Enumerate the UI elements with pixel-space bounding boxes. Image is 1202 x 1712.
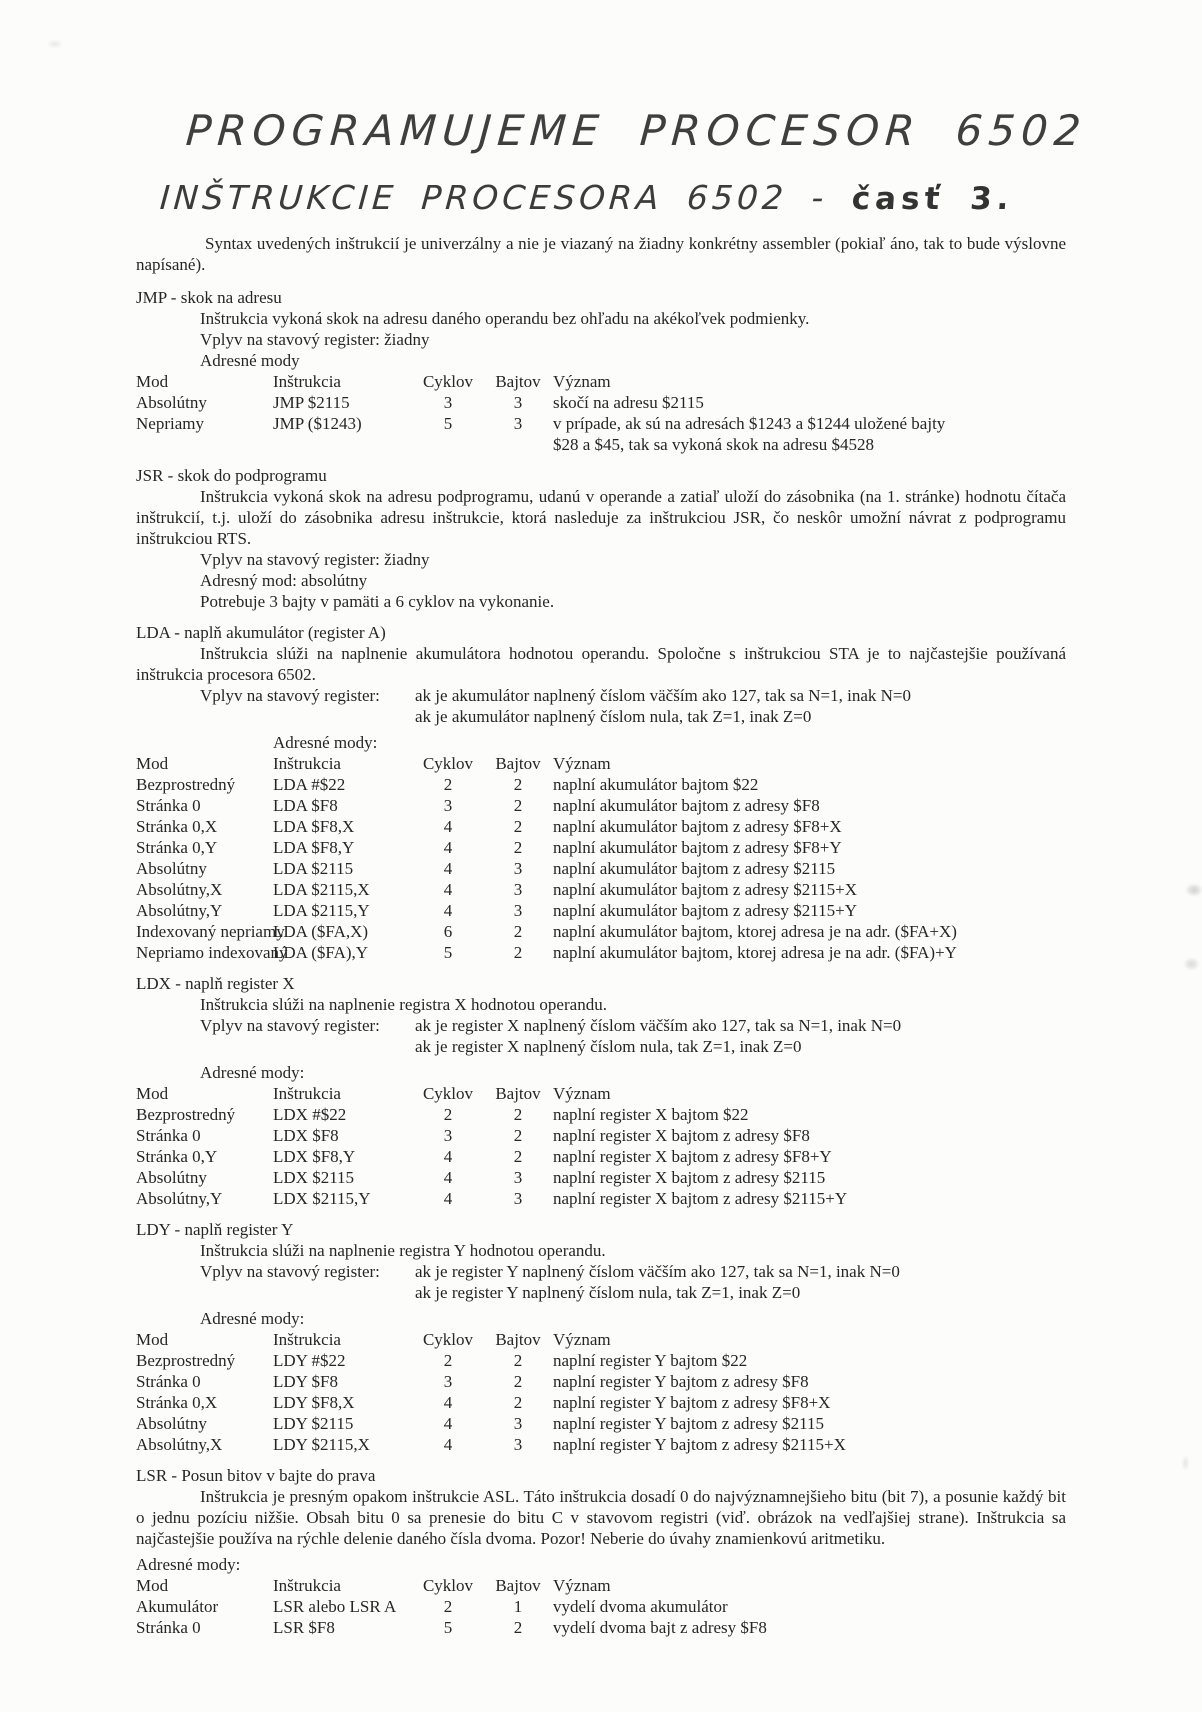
table-cell: Indexovaný nepriamy	[136, 922, 285, 941]
table-cell: naplní register Y bajtom z adresy $F8	[553, 1372, 809, 1391]
instruction-section-lda	[136, 622, 1066, 963]
table-header-cell: Bajtov	[495, 1576, 541, 1595]
table-cell: 2	[513, 1105, 523, 1124]
table-cell: 4	[443, 901, 453, 920]
table-cell: 3	[513, 1414, 523, 1433]
table-cell: 1	[513, 1597, 523, 1616]
table-header-cell: Mod	[136, 1084, 169, 1103]
table-cell: Nepriamo indexovaný	[136, 943, 288, 962]
table-cell: LDA $2115,X	[273, 880, 370, 899]
table-cell: LDX $F8,Y	[273, 1147, 356, 1166]
table-cell: naplní akumulátor bajtom z adresy $F8+X	[553, 817, 842, 836]
table-header-cell: Mod	[136, 1330, 169, 1349]
table-cell: 2	[513, 796, 523, 815]
table-cell: 3	[513, 1168, 523, 1187]
table-cell: LDA ($FA),Y	[273, 943, 369, 962]
table-header-cell: Cyklov	[422, 754, 474, 773]
table-cell: LSR $F8	[273, 1618, 335, 1637]
table-cell: 3	[443, 393, 453, 412]
table-cell: naplní register X bajtom z adresy $F8	[553, 1126, 810, 1145]
table-cell: LDA $F8,Y	[273, 838, 355, 857]
table-cell: 2	[513, 1393, 523, 1412]
table-cell: 4	[443, 880, 453, 899]
status-register-effect: ak je register Y naplnený číslom väčším ako 127, tak sa N=1, inak N=0	[415, 1262, 900, 1281]
table-cell: 2	[513, 922, 523, 941]
table-cell: 4	[443, 1189, 453, 1208]
table-cell: 4	[443, 1414, 453, 1433]
status-register-effect: ak je register X naplnený číslom nula, tak Z=1, inak Z=0	[415, 1037, 802, 1056]
page-subtitle	[159, 178, 1015, 217]
table-cell: Bezprostredný	[136, 775, 236, 794]
table-header-cell: Význam	[553, 1576, 611, 1595]
instruction-section-ldy	[136, 1219, 1066, 1455]
table-cell: naplní register X bajtom z adresy $2115	[553, 1168, 826, 1187]
table-cell: 2	[513, 1372, 523, 1391]
section-heading: JSR - skok do podprogramu	[136, 466, 327, 485]
table-cell: Stránka 0,Y	[136, 838, 218, 857]
table-cell: naplní register Y bajtom z adresy $2115	[553, 1414, 824, 1433]
table-cell: JMP ($1243)	[273, 414, 362, 433]
table-cell: Absolútny,X	[136, 1435, 223, 1454]
text-line: Inštrukcia vykoná skok na adresu daného operandu bez ohľadu na akékoľvek podmienky.	[200, 309, 810, 328]
instruction-table	[136, 1083, 1066, 1209]
table-cell: 2	[443, 775, 453, 794]
table-cell: 2	[513, 1618, 523, 1637]
table-cell: LDA $2115	[273, 859, 354, 878]
scan-smudge	[48, 40, 62, 48]
table-cell: 2	[513, 1126, 523, 1145]
table-header-cell: Cyklov	[422, 1084, 474, 1103]
table-cell: 2	[513, 838, 523, 857]
status-register-effect-line	[136, 706, 1066, 727]
table-cell: LDA $F8,X	[273, 817, 355, 836]
status-register-label: Vplyv na stavový register:	[200, 1016, 380, 1035]
table-header-cell: Cyklov	[422, 1576, 474, 1595]
table-header-cell: Mod	[136, 1576, 169, 1595]
scan-smudge	[1184, 958, 1199, 970]
table-header-cell: Cyklov	[422, 372, 474, 391]
table-header-cell: Inštrukcia	[273, 754, 341, 773]
table-cell: LDY $F8,X	[273, 1393, 355, 1412]
table-header-cell: Význam	[553, 372, 611, 391]
status-register-effect-line	[136, 685, 1066, 706]
text-line: Vplyv na stavový register: žiadny	[200, 330, 430, 349]
table-header-cell: Bajtov	[495, 754, 541, 773]
page-subtitle-handwritten: INŠTRUKCIE PROCESORA 6502 -	[158, 178, 854, 217]
table-cell: Nepriamy	[136, 414, 204, 433]
table-cell: 4	[443, 1435, 453, 1454]
table-cell: LDA $F8	[273, 796, 338, 815]
table-header-cell: Bajtov	[495, 372, 541, 391]
table-cell: 3	[443, 796, 453, 815]
instruction-section-lsr	[136, 1465, 1066, 1638]
instruction-section-ldx	[136, 973, 1066, 1209]
table-cell: 4	[443, 1147, 453, 1166]
scan-smudge	[1182, 1456, 1189, 1470]
table-cell: 3	[513, 414, 523, 433]
table-cell: 2	[443, 1351, 453, 1370]
table-cell: Bezprostredný	[136, 1105, 236, 1124]
table-header-cell: Inštrukcia	[273, 372, 341, 391]
table-cell: naplní akumulátor bajtom $22	[553, 775, 759, 794]
table-cell: naplní akumulátor bajtom z adresy $F8+Y	[553, 838, 842, 857]
status-register-effect: ak je akumulátor naplnený číslom väčším ako 127, tak sa N=1, inak N=0	[415, 686, 912, 705]
addressing-modes-label: Adresné mody:	[136, 1555, 241, 1574]
status-register-effect: ak je register X naplnený číslom väčším ako 127, tak sa N=1, inak N=0	[415, 1016, 902, 1035]
section-heading: LDY - naplň register Y	[136, 1220, 294, 1239]
table-header-cell: Bajtov	[495, 1084, 541, 1103]
table-cell: 3	[443, 1372, 453, 1391]
table-cell: LDX $F8	[273, 1126, 339, 1145]
status-register-effect-line	[136, 1282, 1066, 1303]
table-cell: Stránka 0,X	[136, 817, 218, 836]
table-cell: v prípade, ak sú na adresách $1243 a $1244 uložené bajty	[553, 414, 946, 433]
table-cell: 2	[513, 817, 523, 836]
table-cell: Stránka 0	[136, 1126, 201, 1145]
table-header-cell: Inštrukcia	[273, 1330, 341, 1349]
table-cell: 3	[513, 1435, 523, 1454]
table-cell: Stránka 0,X	[136, 1393, 218, 1412]
section-heading: LSR - Posun bitov v bajte do prava	[136, 1466, 376, 1485]
table-cell: vydelí dvoma akumulátor	[553, 1597, 728, 1616]
section-paragraph: Inštrukcia vykoná skok na adresu podprogramu, udanú v operande a zatiaľ uloží do zásobnika (na 1. stránke) hodnotu čítača inštrukcií, t.j. uloží do zásobnika adresu inštrukcie, ktorá nasleduje za inštrukciou JSR, čo neskôr umožní návrat z podprogramu inštrukciou RTS.	[136, 487, 1066, 548]
instruction-table	[136, 1575, 1066, 1638]
table-cell: naplní akumulátor bajtom, ktorej adresa je na adr. ($FA)+Y	[553, 943, 957, 962]
text-line: Adresné mody	[200, 351, 300, 370]
table-cell: Stránka 0	[136, 1372, 201, 1391]
table-header-cell: Mod	[136, 754, 169, 773]
table-cell: 4	[443, 1393, 453, 1412]
status-register-effect: ak je register Y naplnený číslom nula, tak Z=1, inak Z=0	[415, 1283, 801, 1302]
table-cell: naplní akumulátor bajtom z adresy $2115+Y	[553, 901, 858, 920]
table-header-cell: Mod	[136, 372, 169, 391]
instruction-table	[136, 371, 1066, 455]
table-cell: 2	[513, 1351, 523, 1370]
status-register-effect-line	[136, 1036, 1066, 1057]
table-cell: naplní register X bajtom z adresy $F8+Y	[553, 1147, 832, 1166]
table-cell: Absolútny	[136, 393, 207, 412]
instruction-section-jmp	[136, 287, 1066, 455]
table-header-cell: Cyklov	[422, 1330, 474, 1349]
table-cell: LDA $2115,Y	[273, 901, 370, 920]
table-cell: 3	[513, 901, 523, 920]
table-cell: naplní akumulátor bajtom z adresy $F8	[553, 796, 820, 815]
table-cell: 3	[513, 393, 523, 412]
sections	[136, 287, 1066, 1638]
table-cell: Absolútny	[136, 859, 207, 878]
table-cell: LDX $2115	[273, 1168, 355, 1187]
text-line: Inštrukcia slúži na naplnenie registra Y hodnotou operandu.	[200, 1241, 606, 1260]
table-cell: 4	[443, 859, 453, 878]
table-cell: LDY $2115	[273, 1414, 354, 1433]
addressing-modes-label: Adresné mody:	[200, 1063, 305, 1082]
table-cell: 2	[443, 1597, 453, 1616]
status-register-effect-line	[136, 1261, 1066, 1282]
status-register-label: Vplyv na stavový register:	[200, 686, 380, 705]
section-paragraph: Inštrukcia je presným opakom inštrukcie ASL. Táto inštrukcia dosadí 0 do najvýznamnejšieho bitu (bit 7), a posunie každý bit o jednu pozíciu nižšie. Obsah bitu 0 sa prenesie do bitu C v stavovom registri (viď. obrázok na vedľajšiej strane). Inštrukcia sa najčastejšie používa na rýchle delenie daného čísla dvoma. Pozor! Neberie do úvahy znamienkovú aritmetiku.	[136, 1487, 1066, 1548]
table-cell: Akumulátor	[136, 1597, 219, 1616]
table-cell: LDA ($FA,X)	[273, 922, 369, 941]
section-heading: LDX - naplň register X	[136, 974, 295, 993]
intro-paragraph: Syntax uvedených inštrukcií je univerzálny a nie je viazaný na žiadny konkrétny assembler (pokiaľ áno, tak to bude výslovne napísané).	[136, 234, 1066, 274]
section-paragraph: Inštrukcia slúži na naplnenie akumulátora hodnotou operandu. Spoločne s inštrukciou STA je to najčastejšie používaná inštrukcia procesora 6502.	[136, 644, 1066, 684]
text-line: Vplyv na stavový register: žiadny	[200, 550, 430, 569]
table-cell: naplní akumulátor bajtom z adresy $2115	[553, 859, 836, 878]
table-cell: naplní register Y bajtom z adresy $F8+X	[553, 1393, 831, 1412]
status-register-effect: ak je akumulátor naplnený číslom nula, tak Z=1, inak Z=0	[415, 707, 812, 726]
text-line: Inštrukcia slúži na naplnenie registra X hodnotou operandu.	[200, 995, 607, 1014]
table-cell: LDY #$22	[273, 1351, 346, 1370]
table-cell: naplní register Y bajtom $22	[553, 1351, 748, 1370]
table-cell: Absolútny,Y	[136, 1189, 223, 1208]
page-subtitle-part-number: časť 3.	[850, 181, 1015, 217]
instruction-section-jsr	[136, 465, 1066, 612]
table-cell: naplní akumulátor bajtom z adresy $2115+X	[553, 880, 858, 899]
table-header-cell: Bajtov	[495, 1330, 541, 1349]
instruction-table	[136, 1329, 1066, 1455]
table-cell: naplní akumulátor bajtom, ktorej adresa je na adr. ($FA+X)	[553, 922, 957, 941]
page-title: PROGRAMUJEME PROCESOR 6502	[184, 106, 1089, 155]
table-cell: 4	[443, 817, 453, 836]
text-line: Potrebuje 3 bajty v pamäti a 6 cyklov na vykonanie.	[200, 592, 555, 611]
table-cell: 3	[513, 1189, 523, 1208]
document-body	[136, 233, 1066, 1638]
table-cell: LDX $2115,Y	[273, 1189, 371, 1208]
table-cell: LSR alebo LSR A	[273, 1597, 397, 1616]
table-cell: naplní register X bajtom z adresy $2115+Y	[553, 1189, 848, 1208]
table-cell: 5	[443, 943, 453, 962]
table-cell: LDY $2115,X	[273, 1435, 370, 1454]
instruction-table	[136, 753, 1066, 963]
table-cell: JMP $2115	[273, 393, 350, 412]
table-cell: 2	[513, 1147, 523, 1166]
table-cell: 3	[513, 880, 523, 899]
table-cell: 5	[443, 1618, 453, 1637]
scan-smudge	[1186, 884, 1202, 896]
table-cell: 4	[443, 1168, 453, 1187]
table-cell: Bezprostredný	[136, 1351, 236, 1370]
table-header-cell: Význam	[553, 754, 611, 773]
table-header-cell: Význam	[553, 1330, 611, 1349]
table-cell-continuation: $28 a $45, tak sa vykoná skok na adresu $4528	[553, 435, 875, 454]
table-cell: Stránka 0	[136, 796, 201, 815]
table-cell: naplní register X bajtom $22	[553, 1105, 749, 1124]
table-cell: Absolútny,Y	[136, 901, 223, 920]
table-cell: Absolútny	[136, 1168, 207, 1187]
table-cell: 5	[443, 414, 453, 433]
table-cell: LDY $F8	[273, 1372, 339, 1391]
table-cell: Stránka 0	[136, 1618, 201, 1637]
table-cell: LDA #$22	[273, 775, 346, 794]
table-header-cell: Inštrukcia	[273, 1084, 341, 1103]
table-cell: skočí na adresu $2115	[553, 393, 704, 412]
table-cell: 4	[443, 838, 453, 857]
table-cell: LDX #$22	[273, 1105, 347, 1124]
table-cell: Stránka 0,Y	[136, 1147, 218, 1166]
status-register-effect-line	[136, 1015, 1066, 1036]
table-cell: naplní register Y bajtom z adresy $2115+X	[553, 1435, 846, 1454]
table-cell: Absolútny	[136, 1414, 207, 1433]
table-cell: Absolútny,X	[136, 880, 223, 899]
table-cell: 2	[513, 775, 523, 794]
table-cell: 3	[513, 859, 523, 878]
table-cell: 3	[443, 1126, 453, 1145]
text-line: Adresný mod: absolútny	[200, 571, 368, 590]
table-cell: vydelí dvoma bajt z adresy $F8	[553, 1618, 767, 1637]
addressing-modes-label: Adresné mody:	[273, 733, 378, 752]
table-cell: 2	[443, 1105, 453, 1124]
table-header-cell: Význam	[553, 1084, 611, 1103]
status-register-label: Vplyv na stavový register:	[200, 1262, 380, 1281]
section-heading: LDA - naplň akumulátor (register A)	[136, 623, 386, 642]
table-cell: 6	[443, 922, 453, 941]
table-header-cell: Inštrukcia	[273, 1576, 341, 1595]
table-cell: 2	[513, 943, 523, 962]
addressing-modes-label: Adresné mody:	[200, 1309, 305, 1328]
section-heading: JMP - skok na adresu	[136, 288, 282, 307]
